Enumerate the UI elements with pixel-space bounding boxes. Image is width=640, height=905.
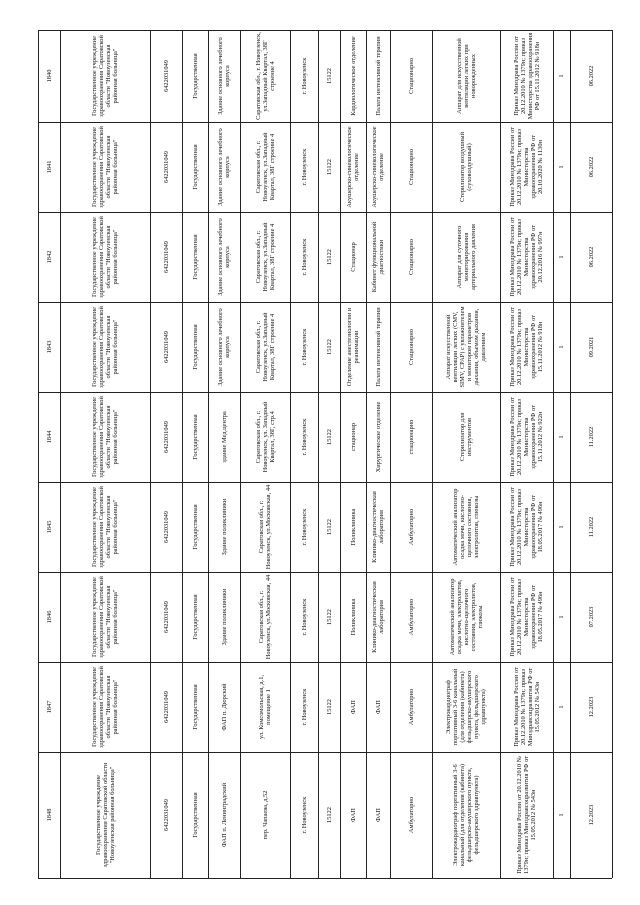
table-cell: г. Новоузенск [300,508,308,546]
table-cell: 06.2022 [587,246,595,268]
table-cell: г. Новоузенск [300,57,308,95]
grid-horizontal-line [38,392,612,393]
table-cell: 1 [558,813,565,817]
table-cell: 12.2023 [587,696,595,718]
table-cell: 1847 [45,700,53,714]
table-cell: 15122 [325,429,333,445]
table-cell: Стационарно [407,329,415,365]
table-cell: 15122 [325,68,333,84]
table-cell: Приказ Минздрава России от 20.12.2010 № 1379н; приказ Министерства здравоохранения РФ от 20.12.2016 № 997н [509,217,544,297]
table-cell: Аппарат искусственной вентиляции легких (CMV, SIMV, CPAP) с увлажнителем и монитором параметров дыхания, объемом дыхания, давлением [445,306,487,388]
table-cell: Государственная [191,234,199,280]
table-cell: Здание основного лечебного корпуса [217,128,231,206]
table-cell: ФАП [374,700,382,714]
table-cell: 1 [558,74,565,78]
table-cell: Акушерско-гинекологическое отделение [371,126,385,208]
table-cell: Приказ Минздрава России от 20.12.2010 № 1379н; приказ Министерства здравоохранения РФ от 20.10.2020 № 1130н [509,127,544,207]
table-cell: Государственная [191,504,199,550]
table-cell: 6422031049 [162,601,170,633]
table-cell: Автоматический анализатор осадка мочи, кислотно-щелочного состояния, электролитов, глюкозы [452,488,480,566]
table-cell: 1 [558,705,565,709]
table-cell: Саратовская обл., г. Новоузенск, ул.Западный Квартал, 38Г строение 4 [254,312,276,382]
table-cell: Государственное учреждение здравоохранения Саратовской области "Новоузенская районная больница" [91,35,119,117]
table-cell: Государственное учреждение здравоохранения Саратовской области "Новоузенская районная больница" [91,126,119,208]
table-cell: здание Мед.центра [220,411,228,463]
table-cell: Саратовская обл., г. Новоузенск, ул. Западный Квартал, 38Г, стр.4 [254,401,276,473]
table-cell: пер. Чапаева, д.52 [261,790,269,840]
table-cell: Государственное учреждение здравоохранения Саратовской области "Новоузенская районная больница" [91,486,119,568]
table-cell: Саратовская обл., г. Новоузенск, ул.Западный Квартал, 38Г строение 4 [254,32,276,120]
table-cell: Государственная [191,53,199,99]
table-cell: Саратовская обл., г. Новоузенск, ул.Западный Квартал, 38Г строение 4 [254,132,276,202]
table-cell: 6422031049 [162,241,170,273]
table-cell: 6422031049 [162,331,170,363]
table-cell: 11.2022 [587,516,595,538]
table-cell: Приказ Минздрава России от 20.12.2010 № 1379н; приказ Министерства здравоохранения РФ от 15.11.2012 № 918н [512,32,541,120]
table-cell: Приказ Минздрава России от 20.12.2010 № 1379н; приказ Министерства здравоохранения РФ от 15.11.2012 № 922н [509,397,544,477]
table-cell: Амбулаторно [407,796,415,834]
table-cell: 1 [558,165,565,169]
table-cell: Клинико-диагностическая лаборатория [371,491,385,563]
table-cell: Приказ Минздрава России от 20.12.2010 № 1379н; приказ Министерства здравоохранения РФ от 18.05.2017 № 496н [509,577,544,657]
table-cell: 1 [558,345,565,349]
table-cell: Государственное учреждение здравоохранения Саратовской области "Новоузенская районная больница" [91,666,119,748]
table-cell: Стационар [349,242,357,272]
table-cell: стационар [349,422,357,452]
table-cell: Стерилизатор для инструментов [459,412,473,462]
table-cell: 12.2023 [587,804,595,826]
table-cell: 1845 [45,520,53,534]
table-cell: 15122 [325,249,333,265]
table-cell: 15122 [325,159,333,175]
table-cell: г. Новоузенск [300,796,308,834]
table-cell: Государственная [191,144,199,190]
table-cell: 15122 [325,339,333,355]
table-cell: 1842 [45,250,53,264]
table-cell: г. Новоузенск [300,238,308,276]
table-cell: Здание основного лечебного корпуса [217,37,231,115]
table-cell: Саратовская обл., г. Новоузенск, ул.Московская, 44 [258,484,272,570]
table-cell: Стерилизатор воздушный (суховоздушный) [459,132,473,203]
table-cell: Поликлиника [349,598,357,636]
table-cell: 15122 [325,807,333,823]
table-cell: 1844 [45,430,53,444]
table-cell: г. Новоузенск [300,148,308,186]
table-cell: 15122 [325,609,333,625]
table-cell: 07.2023 [587,606,595,628]
table-cell: ФАП [374,808,382,822]
table-cell: стационарно [407,419,415,455]
grid-horizontal-line [38,302,612,303]
table-cell: Здание поликлиники [220,498,228,556]
table-cell: 1 [558,255,565,259]
table-cell: Стационарно [407,149,415,185]
table-cell: Государственная [191,792,199,838]
table-cell: 1 [558,525,565,529]
table-cell: 06.2022 [587,65,595,87]
table-cell: 6422031049 [162,60,170,92]
table-cell: Поликлиника [349,508,357,546]
table-cell: 1840 [45,69,53,83]
grid-vertical-line [612,30,613,878]
table-cell: 15122 [325,519,333,535]
table-cell: 06.2022 [587,156,595,178]
table-cell: Стационарно [407,58,415,94]
table-cell: Государственное учреждение здравоохранения Саратовской области "Новоузенская районная больница" [94,762,116,868]
table-cell: Электрокардиограф портативный 3-6 канальный (для отделения (кабинета) фельдшерско-акушерского пункта, фельдшерского здравпункта) [445,668,487,746]
table-cell: г. Новоузенск [300,418,308,456]
grid-horizontal-line [38,482,612,483]
table-cell: Приказ Минздрава России от 20.12.2010 № 1379н; приказ Министерства здравоохранения РФ от 15.11.2012 № 918н [509,307,544,387]
grid-horizontal-line [38,752,612,753]
table-cell: Приказ Минздрава России от 20.12.2010 № 1379н; приказ Минздравсоцразвития РФ от 15.05.2012 № 543н [516,756,537,874]
table-cell: 1843 [45,340,53,354]
table-cell: 1848 [45,808,53,822]
table-cell: г. Новоузенск [300,688,308,726]
table-cell: 1841 [45,160,53,174]
table-cell: Саратовская обл., г. Новоузенск, ул.Московская, 44 [258,574,272,660]
table-cell: ФАП п. Ленинградский [220,782,228,848]
table-cell: Амбулаторно [407,688,415,726]
table-cell: Кабинет функциональной диагностики [371,221,385,293]
grid-horizontal-line [38,662,612,663]
table-cell: Аппарат для суточного мониторирования артериального давления [455,224,477,290]
table-cell: Аппарат для искусственной вентиляции легких при новорожденных [455,38,477,114]
table-cell: Хирургическое отделение [374,401,382,473]
table-cell: Электрокардиограф портативный 3-6 канальный (для отделения (кабинета) фельдшерско-акушерского пункта, фельдшерского здравпункта) [452,763,480,867]
table-cell: 11.2022 [587,426,595,448]
table-cell: г. Новоузенск [300,598,308,636]
table-cell: Государственная [191,324,199,370]
table-cell: Акушерско-гинекологическое отделение [346,126,360,208]
table-cell: 6422031049 [162,691,170,723]
table-cell: Стационарно [407,239,415,275]
table-cell: ФАП п. Дюрский [220,683,228,731]
table-cell: 6422031049 [162,511,170,543]
table-cell: 15122 [325,699,333,715]
table-cell: Государственное учреждение здравоохранения Саратовской области "Новоузенская районная больница" [91,576,119,658]
table-cell: 09.2021 [587,336,595,358]
table-cell: 1846 [45,610,53,624]
table-cell: ФАП [349,700,357,714]
table-cell: Государственное учреждение здравоохранения Саратовской области "Новоузенская районная больница" [91,306,119,388]
grid-horizontal-line [38,30,612,31]
table-cell: Здание основного лечебного корпуса [217,308,231,386]
grid-horizontal-line [38,212,612,213]
table-cell: Здание поликлиники [220,588,228,646]
table-cell: Государственная [191,684,199,730]
table-cell: ФАП [349,808,357,822]
table-cell: Палата интенсивной терапии [374,307,382,387]
table-cell: Палата интенсивной терапии [374,36,382,116]
table-cell: 6422031049 [162,151,170,183]
table-cell: Саратовская обл., г. Новоузенск, ул.Западный Квартал, 38Г строение 4 [254,222,276,292]
table-cell: ул. Комсомольская, д.1, помещение 1 [258,675,272,739]
table-cell: Приказ Минздрава России от 20.12.2010 № 1379н; приказ Министерства здравоохранения РФ от 18.05.2017 № 496н [509,487,544,567]
table-cell: Государственная [191,414,199,460]
grid-horizontal-line [38,122,612,123]
table-cell: Государственное учреждение здравоохранения Саратовской области "Новоузенская районная больница" [91,396,119,478]
table-cell: Автоматический анализатор осадка мочи, электролитов, кислотно-щелочного состояния, электролитов, глюкозы [448,578,484,656]
table-cell: Клинико-диагностическая лаборатория [371,581,385,653]
grid-horizontal-line [38,572,612,573]
table-cell: г. Новоузенск [300,328,308,366]
table-cell: 1 [558,435,565,439]
table-cell: 6422031049 [162,421,170,453]
table-cell: Амбулаторно [407,598,415,636]
table-cell: Здание основного лечебного корпуса [217,218,231,296]
grid-horizontal-line [38,878,612,879]
table-cell: Амбулаторно [407,508,415,546]
table-cell: 6422031049 [162,799,170,831]
table-cell: Кардиологическое отделение [349,36,357,116]
table-cell: Государственная [191,594,199,640]
table-cell: Приказ Минздрава России от 20.12.2010 № 1379н; приказ Минздравсоцразвития РФ от 15.05.2012 № 543н [512,667,541,747]
table-cell: Государственное учреждение здравоохранения Саратовской области "Новоузенская районная больница" [91,216,119,298]
table-cell: 1 [558,615,565,619]
table-cell: Отделение анестезиологии и реанимации [346,307,360,387]
